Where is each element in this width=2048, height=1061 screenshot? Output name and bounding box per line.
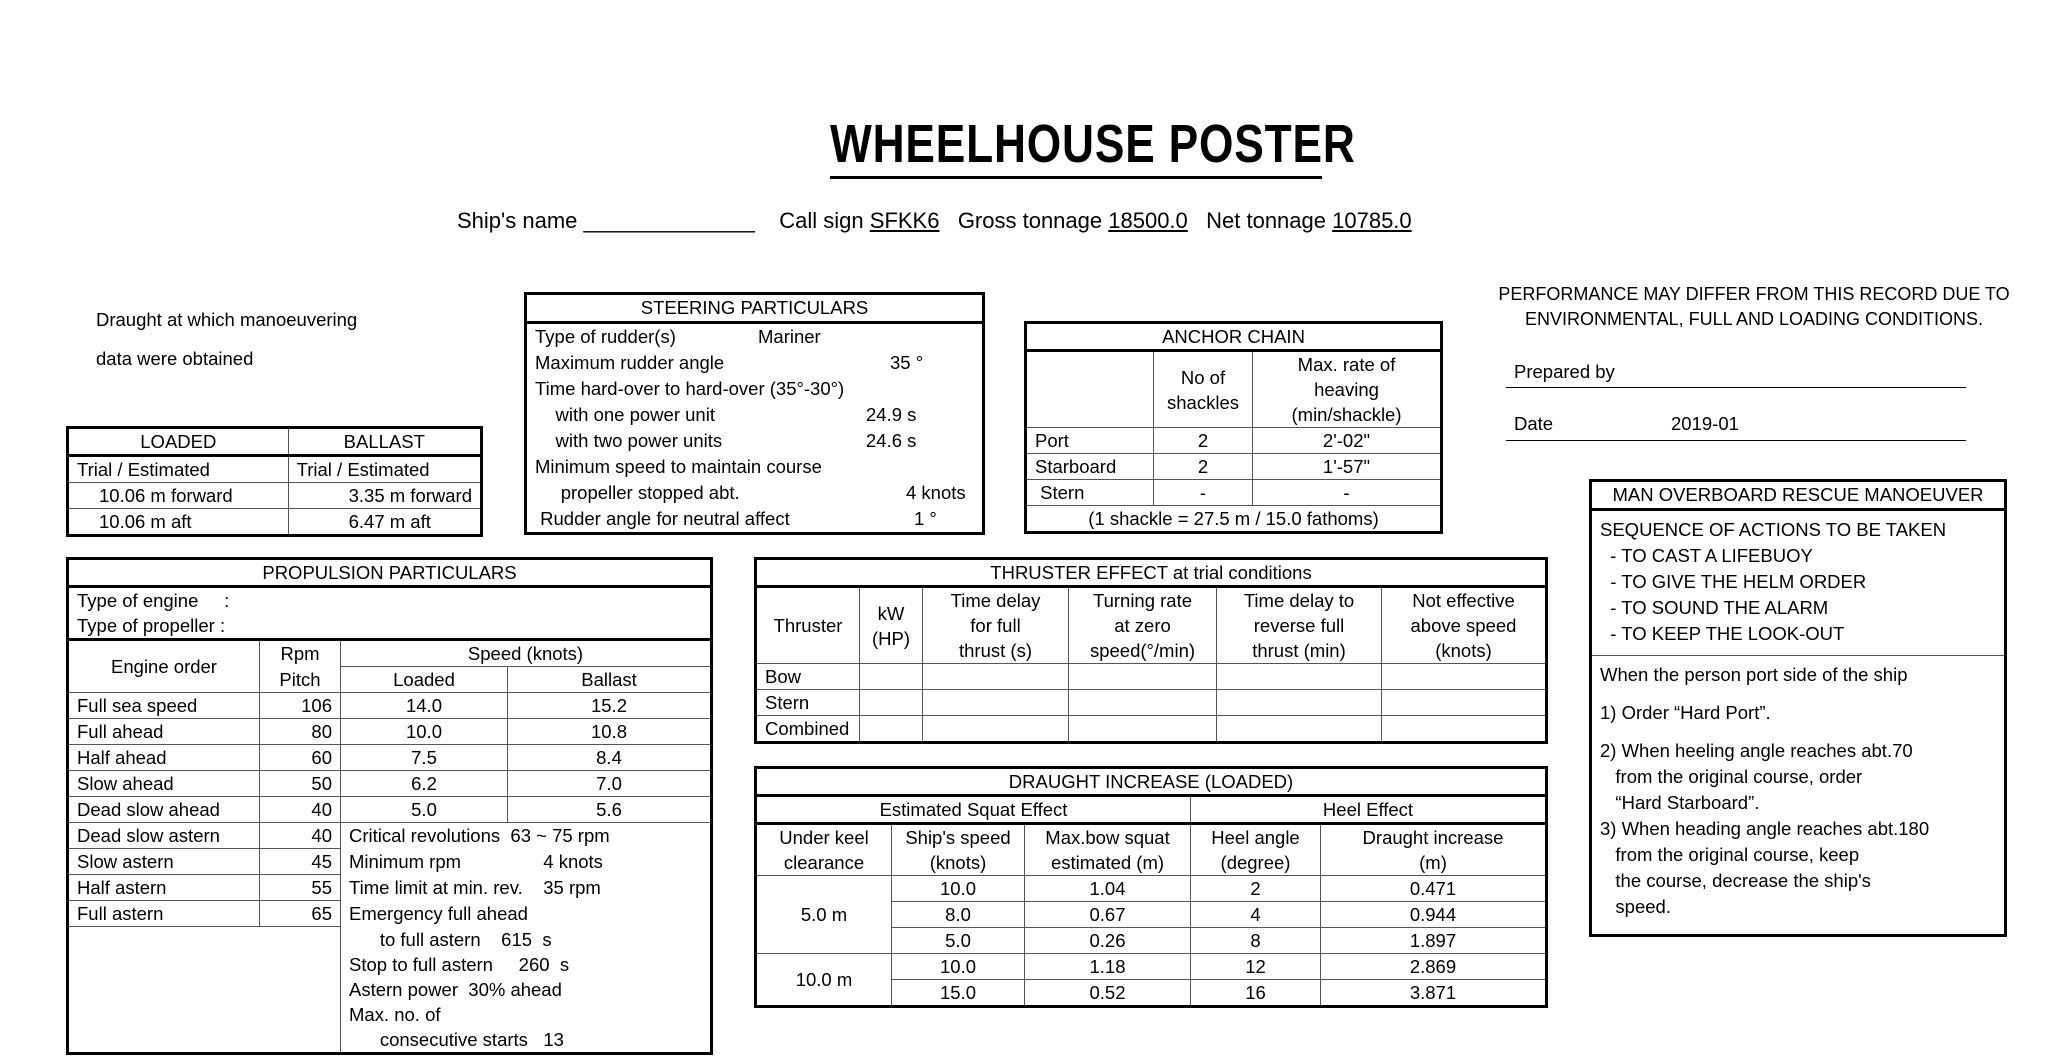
steering-label: Rudder angle for neutral affect: [535, 508, 790, 529]
ship-name-value: ______________: [583, 208, 755, 233]
anchor-footnote: (1 shackle = 27.5 m / 15.0 fathoms): [1026, 506, 1442, 533]
title-row: [756, 768, 1547, 796]
table-cell: 0.471: [1321, 876, 1547, 902]
table-cell: Dead slow astern: [68, 823, 260, 849]
engine-type: Type of engine :: [68, 587, 712, 614]
table-row: [756, 876, 1547, 902]
header-row: [1026, 351, 1442, 428]
table-cell: Full ahead: [68, 719, 260, 745]
table-cell: 8: [1191, 928, 1321, 954]
header-pitch: Pitch: [260, 667, 341, 693]
table-cell: 55: [260, 875, 341, 901]
squat-group-header: Estimated Squat Effect: [756, 796, 1191, 824]
draught-increase-header: Max.bow squat estimated (m): [1025, 824, 1191, 876]
thruster-title: THRUSTER EFFECT at trial conditions: [756, 559, 1547, 587]
propulsion-note: Minimum rpm 4 knots: [341, 849, 712, 875]
table-row: [68, 719, 712, 745]
heel-group-header: Heel Effect: [1191, 796, 1547, 824]
table-cell: 6.2: [341, 771, 508, 797]
clearance-cell: 10.0 m: [756, 954, 892, 1007]
table-cell: 10.06 m forward: [68, 483, 289, 509]
table-row: [68, 875, 712, 901]
empty-cell: [1069, 716, 1217, 743]
table-cell: 1'-57": [1253, 454, 1442, 480]
table-row: [68, 745, 712, 771]
prepared-by-label: Prepared by: [1514, 361, 1615, 382]
table-row: [68, 509, 482, 536]
propulsion-note: consecutive starts 13: [341, 1027, 712, 1054]
header-heaving-rate: Max. rate of heaving (min/shackle): [1253, 351, 1442, 428]
propulsion-note: Max. no. of: [341, 1002, 712, 1027]
empty-cell: [923, 690, 1069, 716]
table-cell: Half ahead: [68, 745, 260, 771]
table-cell: 10.0: [892, 954, 1025, 980]
table-cell: 1.04: [1025, 876, 1191, 902]
table-row: [68, 613, 712, 640]
table-cell: Slow astern: [68, 849, 260, 875]
empty-cell: [1382, 716, 1547, 743]
table-cell: 3.35 m forward: [288, 483, 481, 509]
steering-value: 24.6 s: [866, 430, 917, 451]
propulsion-note: Stop to full astern 260 s: [341, 952, 712, 977]
steering-label: Maximum rudder angle: [535, 352, 725, 373]
page-title: WHEELHOUSE POSTER: [830, 112, 1322, 179]
empty-cell: [1069, 664, 1217, 690]
table-cell: 2: [1154, 454, 1253, 480]
ship-name-label: Ship's name: [457, 208, 578, 233]
steering-label: Type of rudder(s): [535, 326, 676, 347]
gross-tonnage-label: Gross tonnage: [957, 208, 1103, 233]
table-cell: 2: [1191, 876, 1321, 902]
steering-label: with one power unit: [535, 404, 715, 425]
steering-label: Time hard-over to hard-over (35°-30°): [535, 378, 845, 399]
draught-increase-header: Under keel clearance: [756, 824, 892, 876]
steering-line: [535, 324, 976, 350]
date-label: Date: [1514, 413, 1554, 434]
header-rpm: Rpm: [260, 640, 341, 667]
table-cell: 15.0: [892, 980, 1025, 1007]
table-row: [68, 823, 712, 849]
table-cell: Trial / Estimated: [68, 456, 289, 483]
table-cell: 14.0: [341, 693, 508, 719]
table-cell: 0.67: [1025, 902, 1191, 928]
header-loaded: Loaded: [341, 667, 508, 693]
call-sign-label: Call sign: [779, 208, 864, 233]
table-cell: Full astern: [68, 901, 260, 927]
propulsion-title: PROPULSION PARTICULARS: [68, 559, 712, 587]
date-value: 2019-01: [1671, 413, 1739, 434]
table-cell: 8.0: [892, 902, 1025, 928]
empty-cell: [923, 716, 1069, 743]
table-cell: 65: [260, 901, 341, 927]
table-cell: 7.0: [508, 771, 712, 797]
net-tonnage-value: 10785.0: [1332, 208, 1412, 233]
header-row: [68, 640, 712, 667]
steering-label: propeller stopped abt.: [535, 482, 740, 503]
header-speed: Speed (knots): [341, 640, 712, 667]
table-row: [1026, 480, 1442, 506]
table-cell: Half astern: [68, 875, 260, 901]
table-cell: 2.869: [1321, 954, 1547, 980]
thruster-name: Combined: [756, 716, 860, 743]
steering-value: 4 knots: [906, 482, 966, 503]
mob-title: MAN OVERBOARD RESCUE MANOEUVER: [1592, 482, 2004, 511]
date-line: [1506, 440, 1966, 441]
table-cell: 45: [260, 849, 341, 875]
table-row: [68, 483, 482, 509]
header-shackles: No of shackles: [1154, 351, 1253, 428]
table-cell: 7.5: [341, 745, 508, 771]
table-cell: Trial / Estimated: [288, 456, 481, 483]
table-cell: 10.06 m aft: [68, 509, 289, 536]
performance-note-line: PERFORMANCE MAY DIFFER FROM THIS RECORD DUE TO: [1498, 284, 2010, 304]
mob-action: - TO KEEP THE LOOK-OUT: [1600, 623, 1845, 644]
table-cell: 6.47 m aft: [288, 509, 481, 536]
propulsion-particulars-table: [66, 557, 713, 1055]
steering-label: Minimum speed to maintain course: [535, 456, 822, 477]
header-row: [756, 796, 1547, 824]
title-row: [68, 559, 712, 587]
propulsion-note: Emergency full ahead: [341, 901, 712, 927]
title-row: [1026, 323, 1442, 351]
table-cell: 2'-02": [1253, 428, 1442, 454]
net-tonnage-label: Net tonnage: [1206, 208, 1326, 233]
table-row: [68, 927, 712, 952]
thruster-header: Time delay for full thrust (s): [923, 587, 1069, 664]
steering-value: 24.9 s: [866, 404, 917, 425]
empty-cell: [1069, 690, 1217, 716]
table-cell: 0.26: [1025, 928, 1191, 954]
table-cell: 1.897: [1321, 928, 1547, 954]
header-row: [756, 824, 1547, 876]
propulsion-note: Time limit at min. rev. 35 rpm: [341, 875, 712, 901]
propeller-type: Type of propeller :: [68, 613, 712, 640]
table-cell: 10.0: [892, 876, 1025, 902]
table-cell: 16: [1191, 980, 1321, 1007]
propulsion-note: to full astern 615 s: [341, 927, 712, 952]
steering-particulars: [524, 292, 985, 535]
table-row: [756, 690, 1547, 716]
thruster-name: Bow: [756, 664, 860, 690]
table-cell: 0.52: [1025, 980, 1191, 1007]
header-loaded: LOADED: [68, 428, 289, 456]
table-cell: 0.944: [1321, 902, 1547, 928]
table-cell: 15.2: [508, 693, 712, 719]
table-cell: Slow ahead: [68, 771, 260, 797]
clearance-cell: 5.0 m: [756, 876, 892, 954]
empty-cell: [1217, 716, 1382, 743]
table-cell: 2: [1154, 428, 1253, 454]
thruster-header: kW (HP): [860, 587, 923, 664]
table-cell: 50: [260, 771, 341, 797]
draught-increase-header: Ship's speed (knots): [892, 824, 1025, 876]
steering-line: [535, 376, 976, 402]
table-cell: Starboard: [1026, 454, 1154, 480]
steering-value: 1 °: [914, 508, 937, 529]
thruster-header: Not effective above speed (knots): [1382, 587, 1547, 664]
table-cell: 12: [1191, 954, 1321, 980]
propulsion-note: Critical revolutions 63 ~ 75 rpm: [341, 823, 712, 849]
man-overboard-box: [1589, 479, 2007, 937]
table-cell: Full sea speed: [68, 693, 260, 719]
table-row: [68, 456, 482, 483]
header-row: [68, 428, 482, 456]
empty-cell: [1382, 664, 1547, 690]
steering-value: 35 °: [890, 352, 924, 373]
gross-tonnage-value: 18500.0: [1108, 208, 1188, 233]
steering-line: [535, 402, 976, 428]
table-row: [1026, 506, 1442, 533]
blank-cell: [68, 927, 341, 1054]
steering-line: [535, 480, 976, 506]
steering-line: [535, 428, 976, 454]
table-cell: 1.18: [1025, 954, 1191, 980]
header-engine-order: Engine order: [68, 640, 260, 693]
mob-condition: When the person port side of the ship: [1600, 664, 1908, 685]
mob-sequence-title: SEQUENCE OF ACTIONS TO BE TAKEN: [1600, 519, 1947, 540]
draught-increase-header: Draught increase (m): [1321, 824, 1547, 876]
ship-info: [457, 208, 1412, 234]
table-row: [1026, 428, 1442, 454]
mob-action: - TO SOUND THE ALARM: [1600, 597, 1829, 618]
table-cell: 10.0: [341, 719, 508, 745]
table-cell: Stern: [1026, 480, 1154, 506]
prepared-by-line: [1506, 387, 1966, 388]
thruster-header: Time delay to reverse full thrust (min): [1217, 587, 1382, 664]
mob-step: 3) When heading angle reaches abt.180 from the original course, keep the course, decrease the ship's speed.: [1600, 818, 1930, 917]
table-cell: 3.871: [1321, 980, 1547, 1007]
table-cell: 5.0: [892, 928, 1025, 954]
draught-increase-table: [754, 766, 1548, 1008]
table-cell: 80: [260, 719, 341, 745]
thruster-effect-table: [754, 557, 1548, 744]
mob-action: - TO GIVE THE HELM ORDER: [1600, 571, 1867, 592]
table-cell: 10.8: [508, 719, 712, 745]
steering-line: [535, 454, 976, 480]
table-row: [1026, 454, 1442, 480]
draught-note-line: data were obtained: [96, 348, 254, 369]
header-row: [756, 587, 1547, 664]
table-row: [68, 771, 712, 797]
performance-note-line: ENVIRONMENTAL, FULL AND LOADING CONDITIONS.: [1524, 309, 1984, 329]
mob-step: 1) Order “Hard Port”.: [1600, 702, 1771, 723]
propulsion-note: Astern power 30% ahead: [341, 977, 712, 1002]
table-cell: 106: [260, 693, 341, 719]
steering-line: [535, 350, 976, 376]
draught-increase-header: Heel angle (degree): [1191, 824, 1321, 876]
thruster-header: Thruster: [756, 587, 860, 664]
call-sign-value: SFKK6: [869, 208, 940, 233]
table-cell: 8.4: [508, 745, 712, 771]
empty-cell: [860, 664, 923, 690]
table-cell: 40: [260, 797, 341, 823]
steering-label: with two power units: [535, 430, 723, 451]
mob-step: 2) When heeling angle reaches abt.70 from the original course, order “Hard Starboard”.: [1600, 740, 1913, 813]
table-cell: 60: [260, 745, 341, 771]
table-cell: Port: [1026, 428, 1154, 454]
title-row: [756, 559, 1547, 587]
table-cell: Dead slow ahead: [68, 797, 260, 823]
table-row: [68, 693, 712, 719]
table-cell: -: [1253, 480, 1442, 506]
empty-cell: [1217, 690, 1382, 716]
empty-cell: [1382, 690, 1547, 716]
table-cell: 5.6: [508, 797, 712, 823]
empty-cell: [1217, 664, 1382, 690]
table-cell: 4: [1191, 902, 1321, 928]
mob-action: - TO CAST A LIFEBUOY: [1600, 545, 1813, 566]
table-row: [68, 901, 712, 927]
table-cell: 5.0: [341, 797, 508, 823]
table-row: [68, 849, 712, 875]
steering-title: STEERING PARTICULARS: [527, 295, 982, 324]
draught-increase-title: DRAUGHT INCREASE (LOADED): [756, 768, 1547, 796]
table-cell: -: [1154, 480, 1253, 506]
draught-table: [66, 426, 483, 537]
thruster-header: Turning rate at zero speed(°/min): [1069, 587, 1217, 664]
anchor-chain-table: [1024, 321, 1443, 534]
draught-note-line: Draught at which manoeuvering: [96, 309, 358, 330]
table-row: [68, 587, 712, 614]
empty-cell: [860, 690, 923, 716]
table-row: [756, 954, 1547, 980]
anchor-title: ANCHOR CHAIN: [1026, 323, 1442, 351]
empty-cell: [923, 664, 1069, 690]
steering-value: Mariner: [758, 326, 821, 347]
header-ballast: Ballast: [508, 667, 712, 693]
table-row: [756, 664, 1547, 690]
table-row: [68, 797, 712, 823]
table-row: [756, 716, 1547, 743]
thruster-name: Stern: [756, 690, 860, 716]
table-cell: 40: [260, 823, 341, 849]
empty-cell: [860, 716, 923, 743]
header-ballast: BALLAST: [288, 428, 481, 456]
table-cell: [1026, 351, 1154, 428]
steering-line: [535, 506, 976, 532]
